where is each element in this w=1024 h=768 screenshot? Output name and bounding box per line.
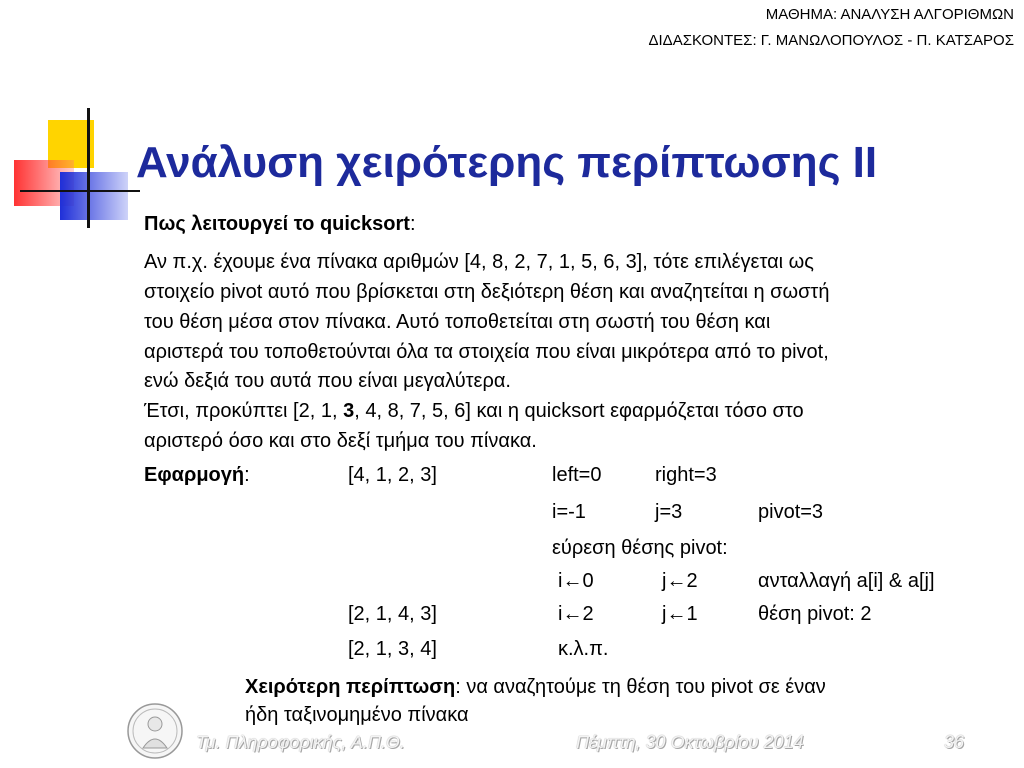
app-row-3-col-d: ανταλλαγή a[i] & a[j] (758, 570, 935, 592)
app-row-0-col-b: left=0 (552, 464, 602, 486)
slide-title: Ανάλυση χειρότερης περίπτωσης ΙΙ (136, 138, 878, 187)
worst-case-line-2: ήδη ταξινομημένο πίνακα (245, 704, 469, 726)
app-row-2-col-b: εύρεση θέσης pivot: (552, 537, 728, 559)
app-row-0-array: [4, 1, 2, 3] (348, 464, 437, 486)
footer-department: Τμ. Πληροφορικής, Α.Π.Θ. (196, 732, 405, 752)
footer-date: Πέμπτη, 30 Οκτωβρίου 2014 (576, 732, 804, 752)
quicksort-heading (144, 209, 416, 239)
app-row-4-col-c: j←1 (662, 603, 698, 625)
worst-case-bold: Χειρότερη περίπτωση (245, 676, 456, 698)
worst-case-rest: : να αναζητούμε τη θέση του pivot σε έναν (455, 676, 826, 698)
application-label-bold: Εφαρμογή (144, 464, 245, 486)
paragraph-1-line-2: στοιχείο pivot αυτό που βρίσκεται στη δεξιότερη θέση και αναζητείται η σωστή (144, 281, 830, 303)
footer-page-number: 36 (944, 732, 965, 752)
application-label-colon: : (244, 464, 250, 486)
worst-case-line-1 (245, 672, 826, 702)
paragraph-2-line-1 (144, 396, 804, 426)
app-row-4-array: [2, 1, 4, 3] (348, 603, 437, 625)
app-row-1-col-c: j=3 (655, 501, 683, 523)
app-row-4-col-d: θέση pivot: 2 (758, 603, 872, 625)
app-row-3-col-b: i←0 (558, 570, 594, 592)
vertical-line-decoration (87, 108, 90, 228)
quicksort-heading-colon: : (409, 213, 416, 235)
paragraph-1-line-3: του θέση μέσα στον πίνακα. Αυτό τοποθετείται στη σωστή του θέση και (144, 311, 771, 333)
application-label (144, 460, 250, 490)
app-row-4-col-b: i←2 (558, 603, 594, 625)
app-row-5-col-b: κ.λ.π. (558, 638, 609, 660)
university-seal-icon (126, 700, 184, 762)
paragraph-1-line-4: αριστερά του τοποθετούνται όλα τα στοιχεία που είναι μικρότερα από το pivot, (144, 341, 829, 363)
instructors-header: ΔΙΔΑΣΚΟΝΤΕΣ: Γ. ΜΑΝΩΛΟΠΟΥΛΟΣ - Π. ΚΑΤΣΑΡΟΣ (648, 32, 1014, 49)
paragraph-2-post: , 4, 8, 7, 5, 6] και η quicksort εφαρμόζεται τόσο στο (354, 400, 804, 422)
horizontal-line-decoration (20, 190, 140, 192)
paragraph-1-line-5: ενώ δεξιά του αυτά που είναι μεγαλύτερα. (144, 370, 511, 392)
app-row-3-col-c: j←2 (662, 570, 698, 592)
paragraph-2-line-2: αριστερό όσο και στο δεξί τμήμα του πίνακα. (144, 430, 537, 452)
quicksort-heading-bold: Πως λειτουργεί το quicksort (144, 213, 410, 235)
paragraph-2-bold: 3 (343, 400, 355, 422)
app-row-1-col-b: i=-1 (552, 501, 586, 523)
app-row-1-col-d: pivot=3 (758, 501, 824, 523)
course-header: ΜΑΘΗΜΑ: ΑΝΑΛΥΣΗ ΑΛΓΟΡΙΘΜΩΝ (765, 6, 1014, 23)
app-row-0-col-c: right=3 (655, 464, 717, 486)
paragraph-1-line-1: Αν π.χ. έχουμε ένα πίνακα αριθμών [4, 8, 2, 7, 1, 5, 6, 3], τότε επιλέγεται ως (144, 251, 814, 273)
blue-square-decoration (60, 172, 128, 220)
app-row-5-array: [2, 1, 3, 4] (348, 638, 437, 660)
paragraph-2-pre: Έτσι, προκύπτει [2, 1, (144, 400, 344, 422)
